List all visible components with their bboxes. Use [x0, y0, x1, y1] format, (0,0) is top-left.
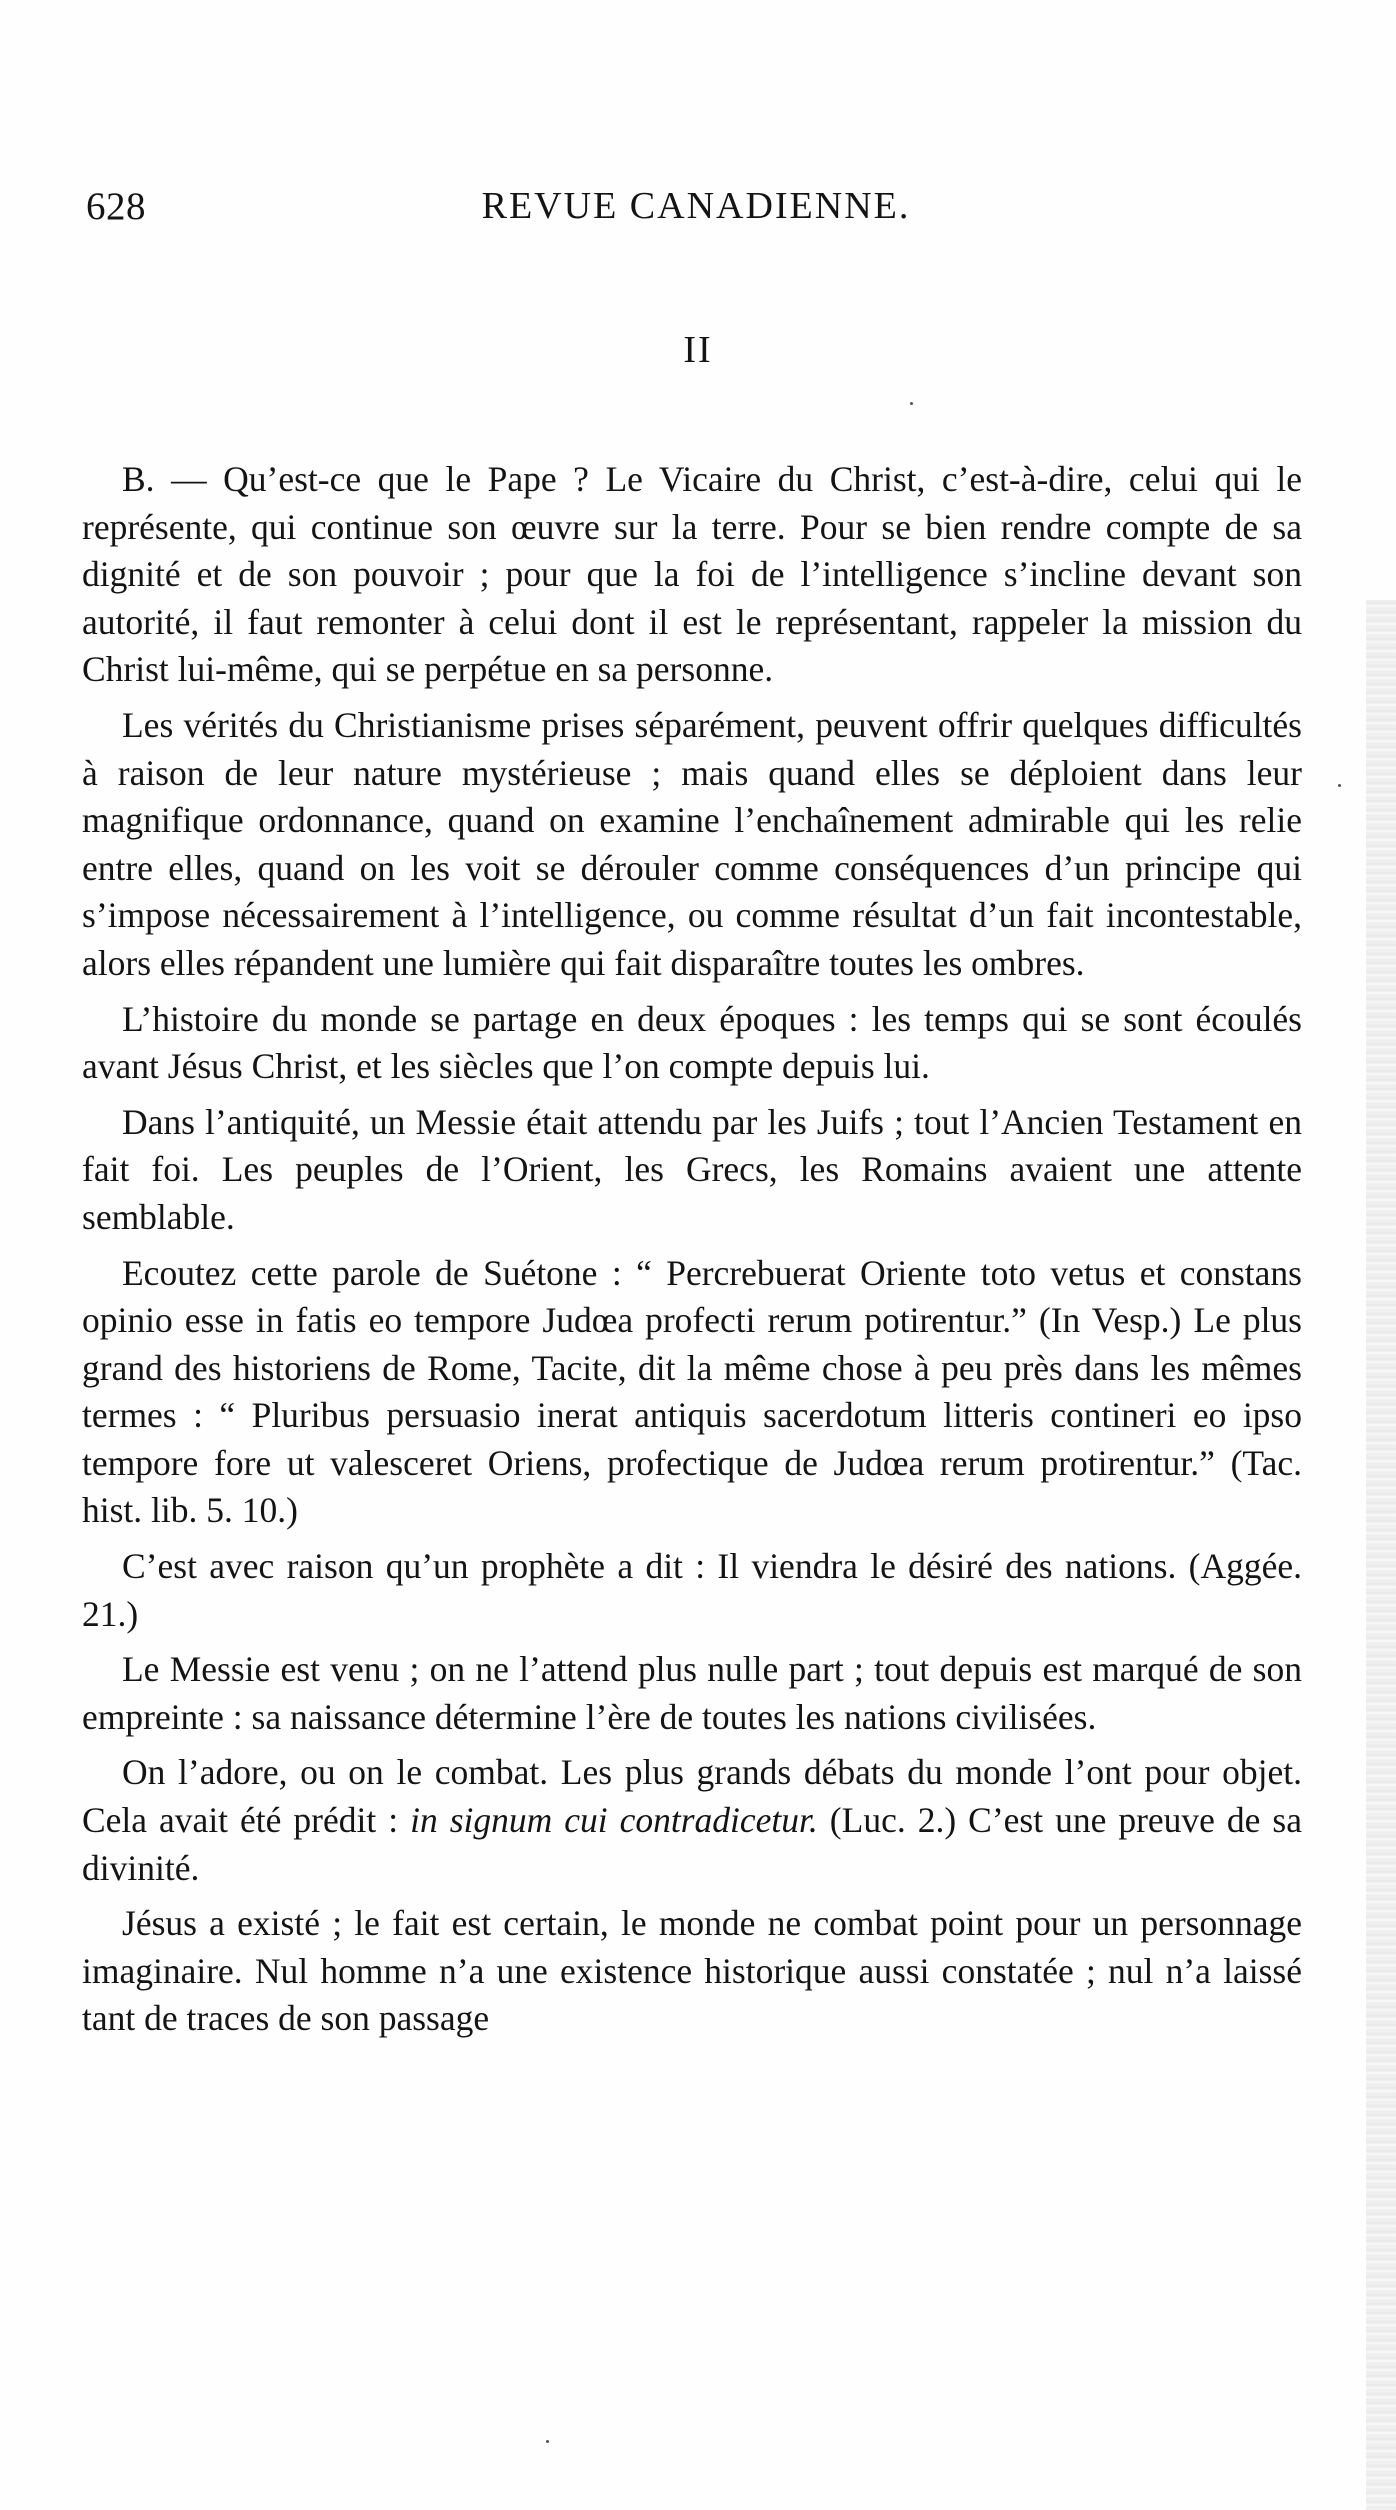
paragraph: B. — Qu’est-ce que le Pape ? Le Vicaire du Christ, c’est-à-dire, celui qui le représente, qui continue son œuvre sur la terre. Pour se bien rendre compte de sa dignité et de son pouvoir ; pour que la foi de l’intelligence s’incline devant son autorité, il faut remonter à celui dont il est le représentant, rappeler la mission du Christ lui-même, qui se perpétue en sa personne. — [82, 459, 1302, 690]
body-text — [82, 456, 1302, 2043]
running-title: REVUE CANADIENNE. — [481, 185, 911, 227]
latin-quotation: in signum cui contradicetur. — [410, 1800, 818, 1841]
section-heading: II — [683, 329, 713, 371]
paragraph: L’histoire du monde se partage en deux époques : les temps qui se sont écoulés avant Jésus Christ, et les siècles que l’on compte depuis lui. — [82, 998, 1302, 1087]
paragraph: Ecoutez cette parole de Suétone : “ Percrebuerat Oriente toto vetus et constans opinio esse in fatis eo tempore Judœa profecti rerum potirentur.” (In Vesp.) Le plus grand des historiens de Rome, Tacite, dit la même chose à peu près dans les mêmes termes : “ Pluribus persuasio inerat antiquis sacerdotum litteris contineri eo ipso tempore fore ut valesceret Oriens, profectique de Judœa rerum protirentur.” (Tac. hist. lib. 5. 10.) — [82, 1252, 1302, 1531]
paragraph-text: On l’adore, ou on le combat. Les plus grands débats du monde l’ont pour objet. Cela avait été prédit : — [82, 1752, 1302, 1841]
paragraph: Jésus a existé ; le fait est certain, le monde ne combat point pour un personnage imaginaire. Nul homme n’a une existence historique aussi constatée ; nul n’a laissé tant de traces de son passage — [82, 1903, 1302, 2039]
page-header — [86, 184, 1306, 234]
scanned-page-edge — [1366, 600, 1396, 2510]
print-speck — [546, 2440, 549, 2443]
paragraph: C’est avec raison qu’un prophète a dit : Il viendra le désiré des nations. (Aggée. 21.) — [82, 1546, 1302, 1634]
paragraph-text: (Luc. 2.) C’est une preuve de sa divinité. — [82, 1800, 1302, 1888]
paragraph: Le Messie est venu ; on ne l’attend plus nulle part ; tout depuis est marqué de son empreinte : sa naissance détermine l’ère de toutes les nations civilisées. — [82, 1649, 1302, 1737]
paragraph: Les vérités du Christianisme prises séparément, peuvent offrir quelques difficultés à raison de leur nature mystérieuse ; mais quand elles se déploient dans leur magnifique ordonnance, quand on examine l’enchaînement admirable qui les relie entre elles, quand on les voit se dérouler comme conséquences d’un principe qui s’impose nécessairement à l’intelligence, ou comme résultat d’un fait incontestable, alors elles répandent une lumière qui fait disparaître toutes les ombres. — [82, 704, 1302, 983]
page-number: 628 — [86, 185, 146, 228]
print-speck — [910, 402, 913, 405]
paragraph: Dans l’antiquité, un Messie était attendu par les Juifs ; tout l’Ancien Testament en fait foi. Les peuples de l’Orient, les Grecs, les Romains avaient une attente semblable. — [82, 1101, 1302, 1237]
paragraph — [82, 1749, 1302, 1892]
print-speck — [1338, 784, 1341, 787]
